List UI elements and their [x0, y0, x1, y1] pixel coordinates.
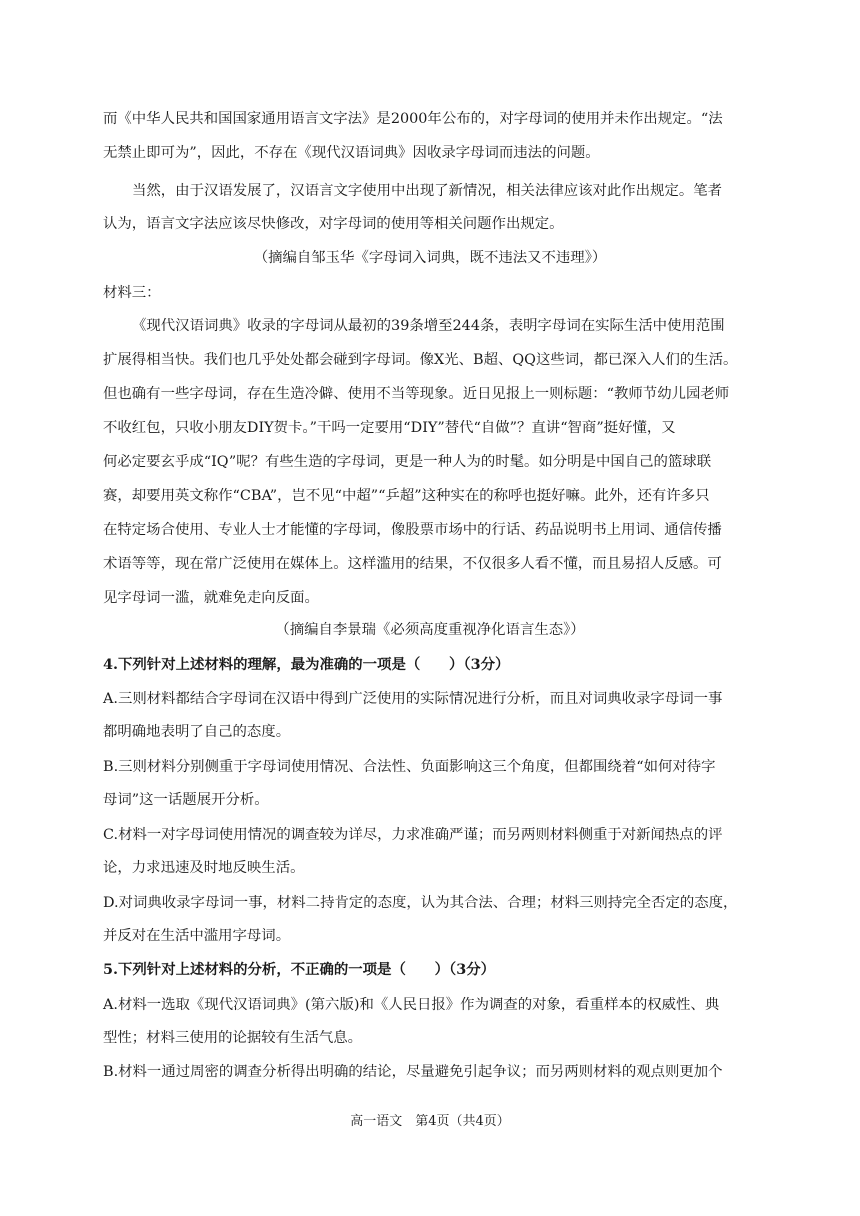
para1-line-2: 无禁止即可为”，因此，不存在《现代汉语词典》因收录字母词而违法的问题。	[103, 145, 600, 161]
para2-line-2: 认为，语言文字法应该尽快修改，对字母词的使用等相关问题作出规定。	[103, 216, 564, 232]
para3-line-1: 《现代汉语词典》收录的字母词从最初的39条增至244条，表明字母词在实际生活中使用范围	[132, 318, 725, 334]
para3-line-6: 赛，却要用英文称作“CBA”，岂不见“中超”“乒超”这种实在的称呼也挺好嘛。此外，还有许多只	[103, 488, 710, 504]
para3-line-9: 见字母词一滥，就难免走向反面。	[103, 590, 319, 606]
material-three-heading: 材料三：	[103, 285, 161, 301]
para3-line-4: 不收红包，只收小朋友DIY贺卡。”干吗一定要用“DIY”替代“自做”？直讲“智商”挺好懂，又	[103, 420, 676, 436]
q4-option-c-line-2: 论，力求迅速及时地反映生活。	[103, 860, 305, 876]
q5-option-a-line-2: 型性；材料三使用的论据较有生活气息。	[103, 1030, 363, 1046]
question-5-stem: 5.下列针对上述材料的分析，不正确的一项是（ ）（3分）	[103, 961, 495, 978]
para1-line-1: 而《中华人民共和国国家通用语言文字法》是2000年公布的，对字母词的使用并未作出规定。“法	[103, 111, 723, 127]
q4-option-a-line-1: A.三则材料都结合字母词在汉语中得到广泛使用的实际情况进行分析，而且对词典收录字母词一事	[103, 691, 723, 707]
para3-line-2: 扩展得相当快。我们也几乎处处都会碰到字母词。像X光、B超、QQ这些词，都已深入人们的生活。	[103, 352, 738, 368]
para3-line-8: 术语等等，现在常广泛使用在媒体上。这样滥用的结果，不仅很多人看不懂，而且易招人反感。可	[103, 556, 722, 572]
para2-line-1: 当然，由于汉语发展了，汉语言文字使用中出现了新情况，相关法律应该对此作出规定。笔者	[132, 183, 723, 199]
q4-option-d-line-1: D.对词典收录字母词一事，材料二持肯定的态度，认为其合法、合理；材料三则持完全否定的态度，	[103, 895, 738, 911]
q4-option-a-line-2: 都明确地表明了自己的态度。	[103, 724, 291, 740]
q5-option-a-line-1: A.材料一选取《现代汉语词典》(第六版)和《人民日报》作为调查的对象，看重样本的权威性、典	[103, 997, 720, 1013]
para3-line-3: 但也确有一些字母词，存在生造冷僻、使用不当等现象。近日见报上一则标题：“教师节幼儿园老师	[103, 386, 730, 402]
q4-option-b-line-2: 母词”这一话题展开分析。	[103, 792, 269, 808]
source-material-three: （摘编自李景瑞《必须高度重视净化语言生态》）	[275, 622, 585, 638]
q4-option-c-line-1: C.材料一对字母词使用情况的调查较为详尽，力求准确严谨；而另两则材料侧重于对新闻热点的评	[103, 827, 723, 843]
page-footer: 高一语文 第4页（共4页）	[350, 1114, 510, 1129]
q4-option-d-line-2: 并反对在生活中滥用字母词。	[103, 928, 291, 944]
question-4-stem: 4.下列针对上述材料的理解，最为准确的一项是（ ）（3分）	[103, 656, 510, 673]
q5-option-b-line-1: B.材料一通过周密的调查分析得出明确的结论，尽量避免引起争议；而另两则材料的观点则更加个	[103, 1064, 723, 1080]
q4-option-b-line-1: B.三则材料分别侧重于字母词使用情况、合法性、负面影响这三个角度，但都围绕着“如何对待字	[103, 759, 716, 775]
source-material-two: （摘编自邹玉华《字母词入词典，既不违法又不违理》）	[253, 250, 607, 266]
para3-line-5: 何必定要玄乎成“IQ”呢？有些生造的字母词，更是一种人为的时髦。如分明是中国自己的篮球联	[103, 454, 712, 470]
para3-line-7: 在特定场合使用、专业人士才能懂的字母词，像股票市场中的行话、药品说明书上用词、通信传播	[103, 522, 722, 538]
